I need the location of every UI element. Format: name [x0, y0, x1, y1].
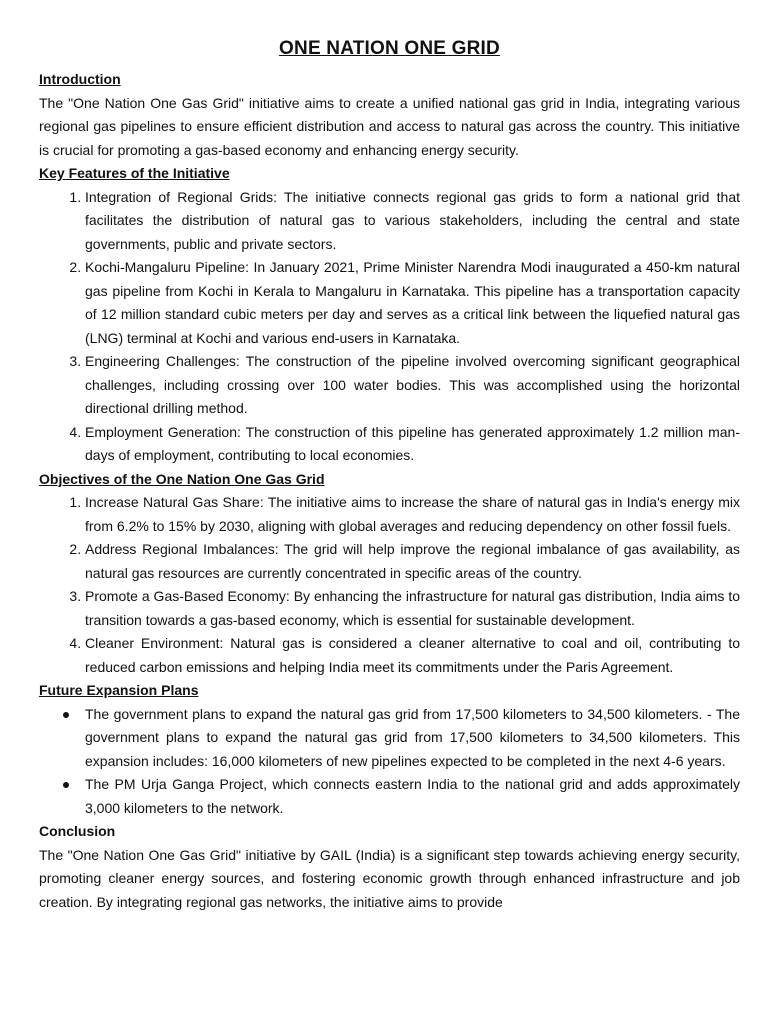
future-plans-heading: Future Expansion Plans [39, 682, 199, 698]
conclusion-paragraph: The "One Nation One Gas Grid" initiative by GAIL (India) is a significant step towards achieving energy security, promoting cleaner energy sources, and fostering economic growth through enhanced infrastructure and job creation. By integrating regional gas networks, the initiative aims to provide [39, 846, 740, 910]
key-feature-item: 1. Integration of Regional Grids: The initiative connects regional gas grids to form a national grid that facilitates the distribution of natural gas to various stakeholders, including the central and state governments, public and private sectors. [85, 186, 740, 257]
future-plan-text: The government plans to expand the natural gas grid from 17,500 kilometers to 34,500 kilometers. - The government plans to expand the natural gas grid from 17,500 kilometers to 34,500 kilometers. This expansion includes: 16,000 kilometers of new pipelines expected to be completed in the next 4-6 years. [85, 705, 740, 769]
document-title: ONE NATION ONE GRID [279, 38, 500, 59]
bullet-icon [63, 782, 69, 788]
key-features-list [39, 186, 740, 468]
objective-item: 4. Cleaner Environment: Natural gas is considered a cleaner alternative to coal and oil, contributing to reduced carbon emissions and helping India meet its commitments under the Paris Agreement. [85, 632, 740, 679]
key-feature-item: 2. Kochi-Mangaluru Pipeline: In January 2021, Prime Minister Narendra Modi inaugurated a 450-km natural gas pipeline from Kochi in Kerala to Mangaluru in Karnataka. This pipeline has a transportation capacity of 12 million standard cubic meters per day and serves as a critical link between the liquefied natural gas (LNG) terminal at Kochi and various end-users in Karnataka. [85, 256, 740, 350]
introduction-heading: Introduction [39, 71, 121, 87]
objective-item: 1. Increase Natural Gas Share: The initiative aims to increase the share of natural gas in India's energy mix from 6.2% to 15% by 2030, aligning with global averages and reducing dependency on other fossil fuels. [85, 491, 740, 538]
conclusion-heading: Conclusion [39, 823, 116, 839]
objective-item: 3. Promote a Gas-Based Economy: By enhancing the infrastructure for natural gas distribution, India aims to transition towards a gas-based economy, which is essential for sustainable development. [85, 585, 740, 632]
objective-item: 2. Address Regional Imbalances: The grid will help improve the regional imbalance of gas availability, as natural gas resources are currently concentrated in specific areas of the country. [85, 538, 740, 585]
future-plan-text: The PM Urja Ganga Project, which connects eastern India to the national grid and adds approximately 3,000 kilometers to the network. [85, 776, 740, 816]
objectives-list [39, 491, 740, 679]
key-features-heading: Key Features of the Initiative [39, 165, 230, 181]
future-plans-list [39, 703, 740, 821]
bullet-icon [63, 712, 69, 718]
future-plan-item [85, 703, 740, 774]
objectives-heading: Objectives of the One Nation One Gas Grid [39, 470, 325, 487]
key-feature-item: 3. Engineering Challenges: The construction of the pipeline involved overcoming significant geographical challenges, including crossing over 100 water bodies. This was accomplished using the horizontal directional drilling method. [85, 350, 740, 421]
future-plan-item [85, 773, 740, 820]
introduction-paragraph: The "One Nation One Gas Grid" initiative aims to create a unified national gas grid in India, integrating various regional gas pipelines to ensure efficient distribution and access to natural gas across the country. This initiative is crucial for promoting a gas-based economy and enhancing energy security. [39, 94, 740, 158]
key-feature-item: 4. Employment Generation: The construction of this pipeline has generated approximately 1.2 million man-days of employment, contributing to local economies. [85, 421, 740, 468]
